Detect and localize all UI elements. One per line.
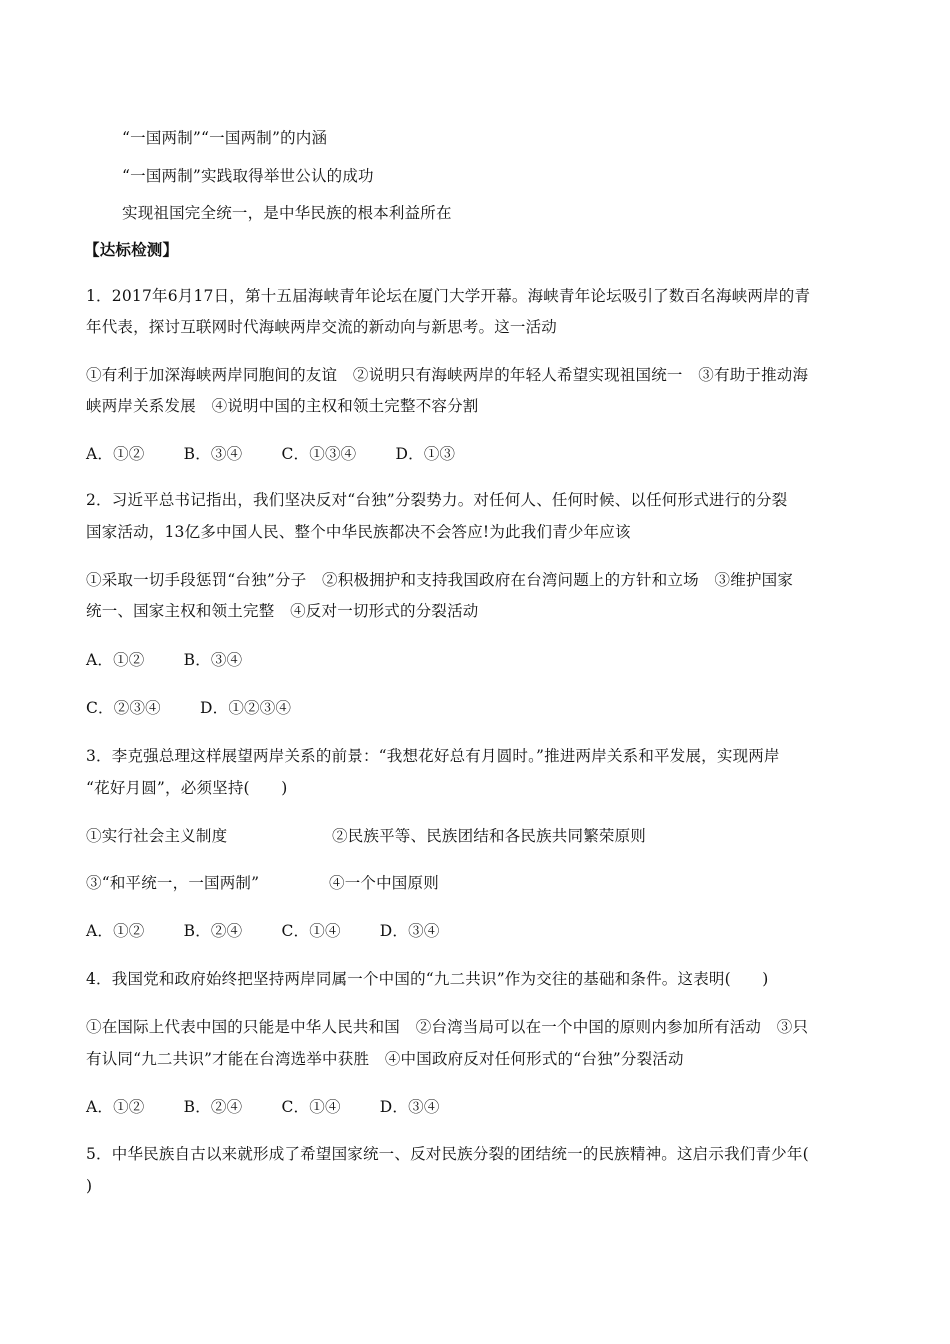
option-c[interactable]: C．①③④ (281, 445, 357, 463)
option-d[interactable]: D．③④ (379, 922, 440, 940)
statement-3: ③“和平统一，一国两制” (86, 874, 260, 892)
question-5-stem: 5．中华民族自古以来就形成了希望国家统一、反对民族分裂的团结统一的民族精神。这启示我们青少年( (86, 1145, 809, 1163)
question-4-statements: ①在国际上代表中国的只能是中华人民共和国 ②台湾当局可以在一个中国的原则内参加所有活动 ③只 (86, 1018, 809, 1036)
question-3-statement-row (86, 873, 439, 893)
outline-line: “一国两制”“一国两制”的内涵 (122, 129, 328, 147)
question-2-options-row1 (86, 650, 242, 670)
statement-2: ②民族平等、民族团结和各民族共同繁荣原则 (332, 827, 647, 845)
option-d[interactable]: D．①②③④ (200, 699, 292, 717)
question-4-statements: 有认同“九二共识”才能在台湾选举中获胜 ④中国政府反对任何形式的“台独”分裂活动 (86, 1050, 684, 1068)
option-d[interactable]: D．①③ (395, 445, 456, 463)
section-title: 【达标检测】 (84, 240, 179, 259)
question-1-options (86, 444, 455, 464)
question-2-stem: 2．习近平总书记指出，我们坚决反对“台独”分裂势力。对任何人、任何时候、以任何形式进行的分裂 (86, 491, 788, 509)
option-a[interactable]: A．①② (86, 1098, 145, 1116)
question-1-statements: 峡两岸关系发展 ④说明中国的主权和领土完整不容分割 (86, 397, 479, 415)
option-d[interactable]: D．③④ (379, 1098, 440, 1116)
question-1-stem: 年代表，探讨互联网时代海峡两岸交流的新动向与新思考。这一活动 (86, 318, 558, 336)
option-b[interactable]: B．③④ (183, 651, 243, 669)
outline-line: “一国两制”实践取得举世公认的成功 (122, 167, 374, 185)
question-2-stem: 国家活动，13亿多中国人民、整个中华民族都决不会答应!为此我们青少年应该 (86, 523, 631, 541)
question-2-statements: 统一、国家主权和领土完整 ④反对一切形式的分裂活动 (86, 602, 479, 620)
outline-line: 实现祖国完全统一，是中华民族的根本利益所在 (122, 204, 452, 222)
option-b[interactable]: B．②④ (183, 1098, 243, 1116)
option-b[interactable]: B．②④ (183, 922, 243, 940)
option-a[interactable]: A．①② (86, 445, 145, 463)
question-4-options (86, 1097, 440, 1117)
question-3-stem: 3．李克强总理这样展望两岸关系的前景：“我想花好总有月圆时。”推进两岸关系和平发展，实现两岸 (86, 747, 780, 765)
option-c[interactable]: C．②③④ (86, 699, 161, 717)
question-1-statements: ①有利于加深海峡两岸同胞间的友谊 ②说明只有海峡两岸的年轻人希望实现祖国统一 ③有助于推动海 (86, 366, 809, 384)
option-c[interactable]: C．①④ (281, 1098, 341, 1116)
statement-1: ①实行社会主义制度 (86, 827, 228, 845)
question-4-stem: 4．我国党和政府始终把坚持两岸同属一个中国的“九二共识”作为交往的基础和条件。这表明( ) (86, 970, 769, 988)
question-3-stem: “花好月圆”，必须坚持( ) (86, 779, 288, 797)
option-a[interactable]: A．①② (86, 651, 145, 669)
question-5-stem: ) (86, 1177, 93, 1195)
option-c[interactable]: C．①④ (281, 922, 341, 940)
option-b[interactable]: B．③④ (183, 445, 243, 463)
question-2-statements: ①采取一切手段惩罚“台独”分子 ②积极拥护和支持我国政府在台湾问题上的方针和立场 ③维护国家 (86, 571, 794, 589)
statement-4: ④一个中国原则 (329, 874, 439, 892)
question-3-options (86, 921, 440, 941)
option-a[interactable]: A．①② (86, 922, 145, 940)
question-3-statement-row (86, 826, 647, 846)
question-2-options-row2 (86, 698, 291, 718)
question-1-stem: 1．2017年6月17日，第十五届海峡青年论坛在厦门大学开幕。海峡青年论坛吸引了数百名海峡两岸的青 (86, 287, 811, 305)
